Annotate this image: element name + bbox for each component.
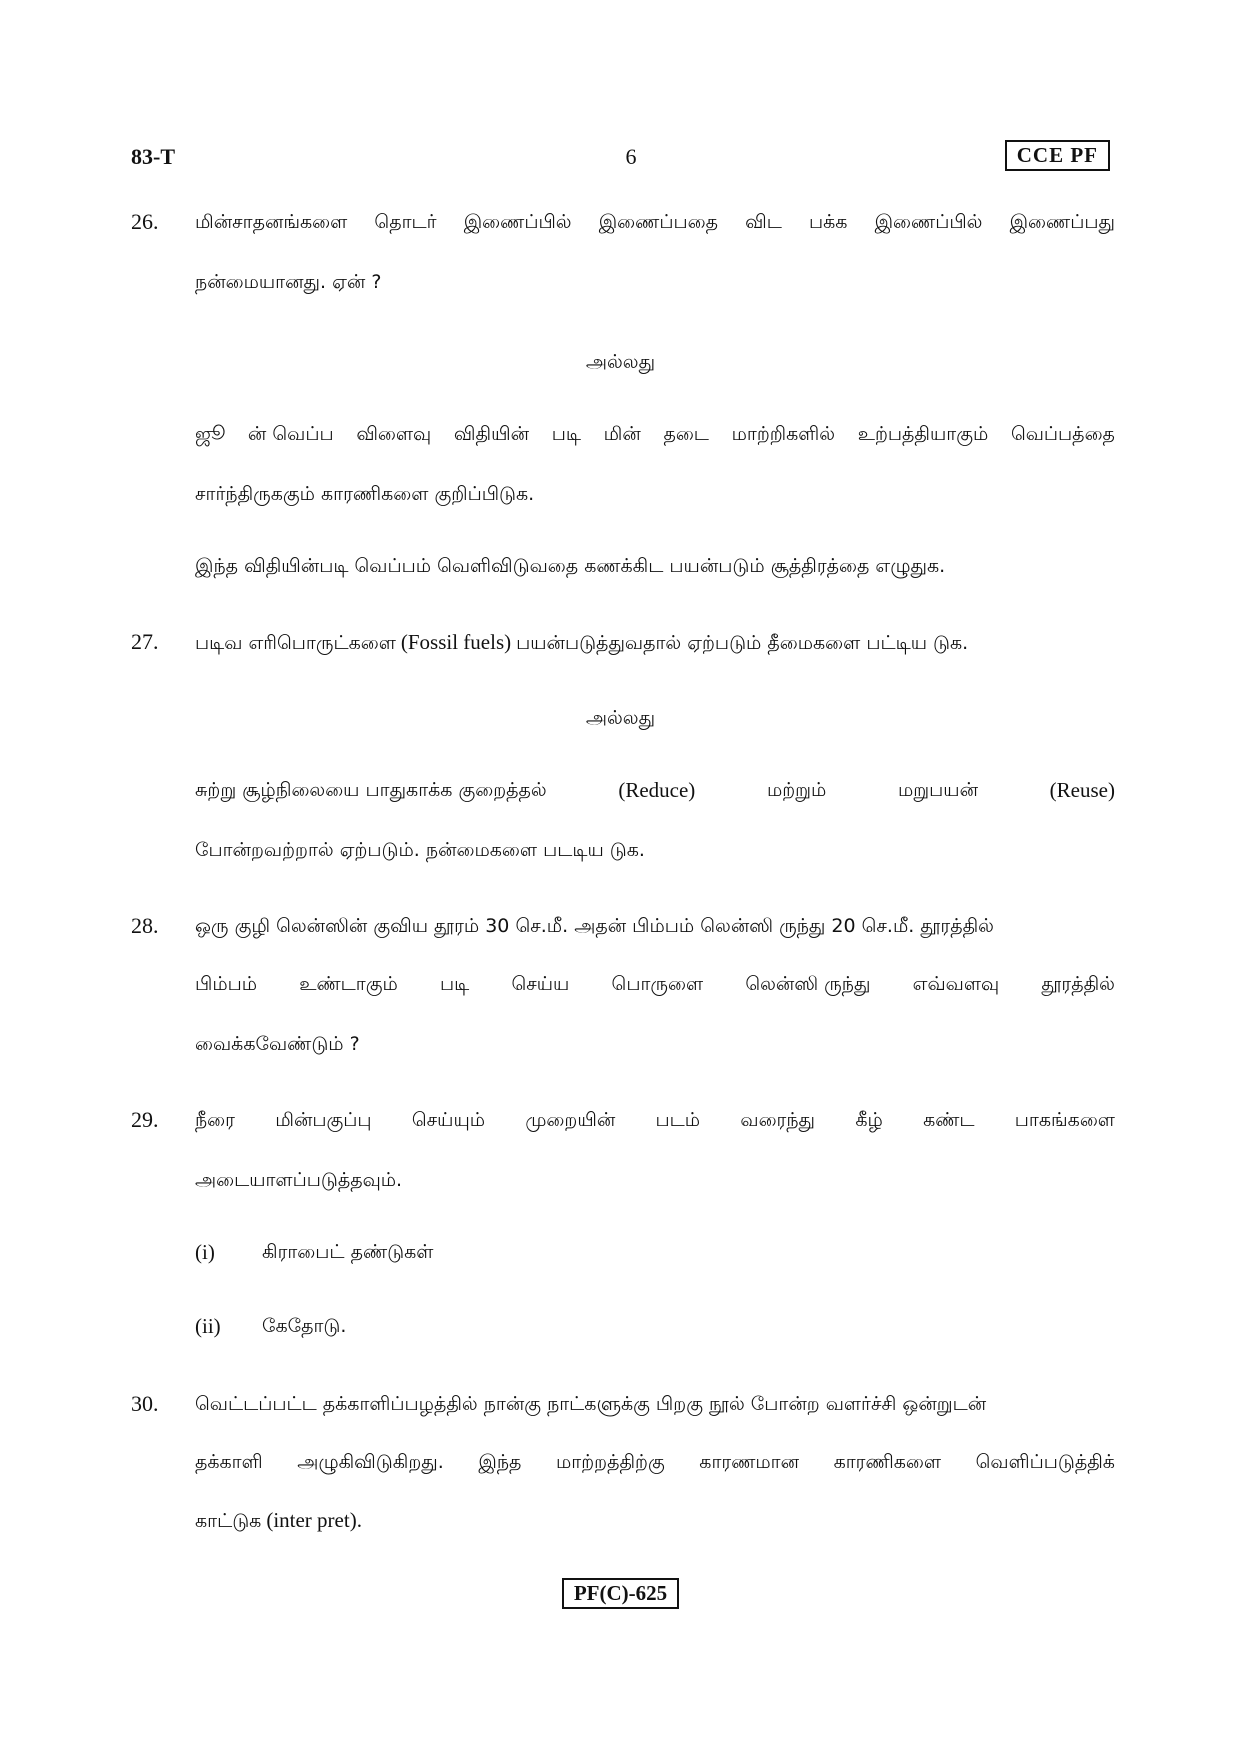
page-number: 6 [625,144,637,169]
q29-line-1 [195,1106,1115,1134]
word: வரைந்து [740,1109,816,1131]
text-segment: (inter pret). [266,1508,362,1532]
q26-line-2: நன்மையானது. ஏன் ? [195,271,382,293]
word: விட [745,211,782,233]
word: ஜூ [195,423,226,445]
q29-item-1-number: (i) [195,1240,215,1264]
word: வெப்பத்தை [1010,423,1115,445]
word: தூரத்தில் [1041,973,1115,995]
question-number-26: 26. [131,209,159,234]
q29-item-1-text: கிராபைட் தண்டுகள் [262,1241,434,1263]
word: இணைப்பதை [598,211,718,233]
word: மின்பகுப்பு [275,1109,372,1131]
q27-or: அல்லது [585,707,656,729]
word: மாற்றிகளில் [731,423,836,445]
q29-item-2-text: கேதோடு. [262,1315,347,1337]
word: இணைப்பது [1009,211,1115,233]
q26-line-1 [195,208,1115,236]
word: பிம்பம் [195,973,258,995]
text-segment: காட்டுக [195,1510,262,1532]
q30-line-1: வெட்டப்பட்ட தக்காளிப்பழத்தில் நான்கு நாட்களுக்கு பிறகு நூல் போன்ற வளர்ச்சி ஒன்றுடன் [195,1393,987,1415]
q29-line-2: அடையாளப்படுத்தவும். [195,1169,403,1191]
q27-alt-line-2: போன்றவற்றால் ஏற்படும். நன்மைகளை படடிய டுக. [195,839,645,861]
word: படி [439,973,470,995]
q26-alt-line-3: இந்த விதியின்படி வெப்பம் வெளிவிடுவதை கணக்கிட பயன்படும் சூத்திரத்தை எழுதுக. [195,555,946,577]
page-footer [0,1578,1241,1609]
page-header [131,140,1110,180]
word: காரணமான [699,1451,800,1473]
question-number-27: 27. [131,629,159,654]
word: உற்பத்தியாகும் [857,423,989,445]
q26-alt-line-2: சார்ந்திருககும் காரணிகளை குறிப்பிடுக. [195,483,535,505]
word: நீரை [195,1109,235,1131]
word: விளைவு [356,423,432,445]
word: படி [551,423,581,445]
word: லென்ஸி ருந்து [745,973,871,995]
q28-line-2 [195,970,1115,998]
word: காரணிகளை [833,1451,942,1473]
word: சுற்று சூழ்நிலையை பாதுகாக்க குறைத்தல் [195,779,547,801]
word: தடை [663,423,709,445]
word: அழுகிவிடுகிறது. [297,1451,444,1473]
word: விதியின் [453,423,530,445]
word: பாகங்களை [1014,1109,1115,1131]
paper-code: 83-T [131,144,175,169]
word: முறையின் [525,1109,616,1131]
word: தக்காளி [195,1451,263,1473]
q28-line-3: வைக்கவேண்டும் ? [195,1033,360,1055]
word: மின்சாதனங்களை [195,211,348,233]
word: செய்ய [511,973,570,995]
word: (Reuse) [1049,778,1115,802]
question-number-28: 28. [131,913,159,938]
q26-or: அல்லது [585,351,656,373]
word: மாற்றத்திற்கு [555,1451,665,1473]
q30-line-3 [195,1506,1115,1535]
word: எவ்வளவு [912,973,1000,995]
word: பக்க [808,211,848,233]
word: இந்த [478,1451,522,1473]
word: இணைப்பில் [463,211,572,233]
q27-line-1 [195,628,1115,657]
word: கீழ் [855,1109,883,1131]
word: வெளிப்படுத்திக் [975,1451,1115,1473]
word: கண்ட [923,1109,975,1131]
word: செய்யும் [411,1109,486,1131]
word: ன் வெப்ப [247,423,334,445]
word: மற்றும் [766,779,827,801]
q30-line-2 [195,1448,1115,1476]
text-segment: படிவ எரிபொருட்களை [195,632,396,654]
word: மறுபயன் [898,779,979,801]
text-segment: பயன்படுத்துவதால் ஏற்படும் தீமைகளை பட்டிய டுக. [516,632,969,654]
word: படம் [655,1109,701,1131]
word: மின் [603,423,641,445]
question-number-29: 29. [131,1107,159,1132]
text-segment: (Fossil fuels) [400,630,512,654]
word: இணைப்பில் [874,211,983,233]
series-box: CCE PF [1005,140,1110,171]
word: பொருளை [611,973,704,995]
word: (Reduce) [618,778,696,802]
q29-item-2-number: (ii) [195,1314,221,1338]
q26-alt-line-1 [195,420,1115,448]
question-number-30: 30. [131,1391,159,1416]
q28-line-1: ஒரு குழி லென்ஸின் குவிய தூரம் 30 செ.மீ. அதன் பிம்பம் லென்ஸி ருந்து 20 செ.மீ. தூரத்தில் [195,915,994,937]
q27-alt-line-1 [195,776,1115,804]
footer-code-box: PF(C)-625 [562,1578,679,1609]
word: தொடர் [374,211,437,233]
word: உண்டாகும் [299,973,398,995]
